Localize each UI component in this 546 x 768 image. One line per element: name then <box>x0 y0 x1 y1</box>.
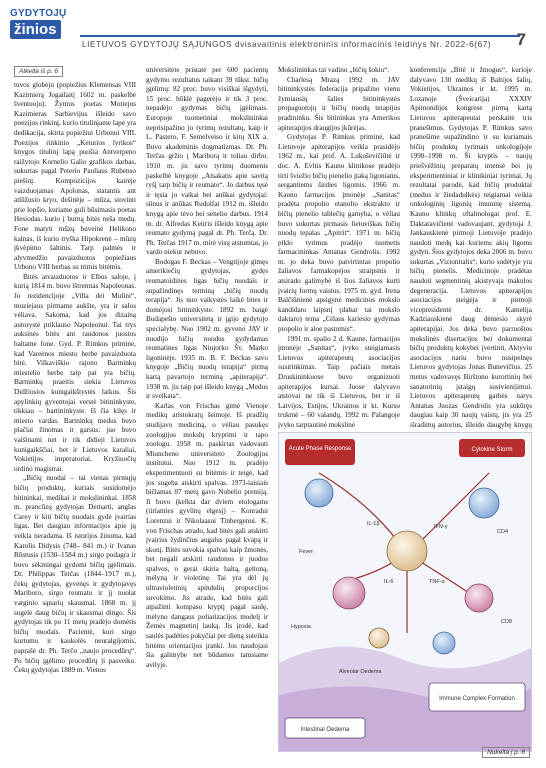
t-cell <box>469 488 499 518</box>
illustration-svg <box>279 433 531 751</box>
column-4-text <box>410 66 532 440</box>
paragraph: 1991 m. spalio 2 d. Kaune, farmacijos įmonėje „Sanitas“, įvyko steigiamasis Lietuvos apiterapeutų asociacijos susirinkimas. Taip pačiais metais Druskininkuose buvo organizuoti apiterapijos kursai. Juose dalyvavo atstovai ne tik iš Lietuvos, bet ir iš Latvijos, Estijos, Ukrainos ir kt. Kurso trukmė – 60 valandų. 1992 m. Palangoje įvyko tarptautinė mokslinė <box>278 334 400 429</box>
label-cytokine-storm: Cytokine Storm <box>471 447 513 453</box>
header-rule <box>80 35 520 37</box>
label-fever: Fever <box>299 549 314 555</box>
header-tagline: LIETUVOS GYDYTOJŲ SĄJUNGOS dvisavaitinis elektroninis informacinis leidinys Nr. 2022-6(67) <box>82 40 492 49</box>
label-hypoxia: Hypoxia <box>291 624 311 630</box>
paragraph: Mokslininkas tai vadino „bičių šokiu“. <box>278 66 390 74</box>
label-ifng: IFN-γ <box>434 524 448 530</box>
label-cd8: CD8 <box>501 619 513 625</box>
continued-to-tag: Nukelta į p. 8 <box>482 747 530 758</box>
acute-phase-box <box>285 439 355 465</box>
column-3-text <box>278 66 400 431</box>
central-cell <box>387 531 427 571</box>
logo-top-text: GYDYTOJŲ <box>10 8 67 19</box>
paragraph: konferencija „Bitė ir žmogus“, kurioje dalyvavo 130 medikų iš Baltijos šalių, Vokietijos, Ukrainos ir kt. 1995 m. Lozanoje (Šveicarija) XXXIV Apimondijos kongrese pirmą kartą Lietuvos apiterapeutai perskaitė tris pranešimus. Gydytojas P. Rimkus savo pranešime supažindino ir su kuriamais bičių produktų tyrimais onkologijoje 1990–1998 m. Ši kryptis – naujų priešvėžinių preparatų intensė bei jų eksperimentiniai ir klinikiniai tyrimai. Jų rezultatai parodė, kad bičių produktai (medus ir žiedadulkės) teigiamai veikia onkologinių ligonių imuninę sistemą. Kauno klinikų oftalmologai prof. E. Daktaravičienė vadovaujant, gydytoja J. Jankauskienė pirmoji Lietuvoje pradėjo naudoti medų kai kuriems akių ligoms gydyti. Šios gydytojos deka 2006 m. buvo sukurtas „Vizionitalis“, kurio sudėtyje yra bičių pienelis. Medicinoje pradėtas naudoti segmentinių akistyvaja makulos degeneracija. Lietuvos apiterapijos asociacijos steigėja ir pirmoji vicepresidentė dr. Kamelija Kadziauskienė daug dėmesio skyrė apiterapijai. Jos deka buvo parruoštos mokslinės disertacijos bei dokumentai bičių produktų kokybei įvertinti. Aktyviu asociacijos nariu buvo nusipelnęs Lietuvos gydytojas Jonas Bunevičius. 25 metus vadovavęs Birštono kurortinių bei sanatorinių įstaigų susivienijimui. Lietuvos apiterapeutų garbės narys Antanas Juozas Gendrolis yra sukūręs daugiau kaip 30 naujų vaistų, jis yra 25 išradimų autorius, išleido daugybę knygų <box>410 66 532 429</box>
neutrophil-cell <box>305 479 333 507</box>
paragraph: Charlesą Mrazą 1992 m. JAV bitininkystės federacija pripažino vienu žymiausių šalies bitininkystės propaguotojų ir bičių nuodų terapijos pradininku. Šis bitininkas yra Amerikos apiterapijos draugijos įkūrėjas. <box>278 75 400 132</box>
label-il6: IL-6 <box>384 579 394 585</box>
label-immune-complex: Immune Complex Formation <box>439 696 515 702</box>
column-2-text <box>146 66 268 670</box>
small-cell-2 <box>433 632 455 654</box>
macrophage-cell <box>333 577 365 609</box>
label-intestinal-oedema: Intestinal Oedema <box>300 727 350 733</box>
label-alveolar-oedema: Alveolar Oedema <box>339 669 382 675</box>
paragraph: „Bičių nuodai – tai vienas pirmųjų bičių produktų, kuriais susidomėjo bitininkai, medikai ir mokslininkai. 1858 m. prancūzų gydytojas Demarti, anglas Carey ir kiti bičių nuodais gydė įvairias ligas. Bet daugiau informacijos apie jų veikla neradama. Iš istorijos žinoma, kad Karolis Didysis (748– 841 m.) ir Ivanas Rūstusis (1530–1584 m.) sirgo podagra ir buvo sėkmingai gydomi bičių įgėlimais. Dr. Philippas Terčas (1844–1917 m.), čekų gydytojas, gyvenęs ir gydytojavęs Mariboro, sirgo reumatu ir jį nuolat varginio sąnarių skausmai. 1868 m. jį sugėlė daug bičių ir skausmai dingo. Šis gydytojas tik po 11 metų pradėjo domėtis bičių nuodais. Pacientė, kuri sirgo kurtumu ir kaukolės neuralgijomis, paprašė dr. Ph. Terčo „naujo procedūrų“. Po bičių įgėlimo procedūrų ji pasveiko. Čekų gydytojas 1889 m. Vienos <box>14 474 136 675</box>
page-header <box>0 0 546 56</box>
label-il1b: IL-1β <box>367 521 380 527</box>
column-2 <box>146 66 268 756</box>
label-cd4: CD4 <box>497 529 509 535</box>
page-number: 7 <box>516 30 526 49</box>
paragraph: tuvos globėju (popiežius Klemensas VIII Kazimierą Jogailaitį 1602 m. paskelbė šventuoju). Žymus poetas Motiejus Kazimieras Sarbievijus išleido savo poezijos rinkinį, kurio titulinįame lape yra dedikacija, skirta popiežiui Urbonui VIII. Poezijos rinkinio „Keturios lyrikos“ knygos titulinį lapą puošia Antverpeno raižytojo Kornelio Galio grafikos darbas, sukurtas pagal Peterio Pauliaus Rubenso piešinį. Kompozicijos kairėje vaizduojamas Apolonas, statantis ant atlūžusio kryo, dešinėje – mūza, stovinti prie lopšio, kuriame guli būsimasis poetas Hesiodas, kurio į burną bitės neša medų. Fone matyti mūzų buveinė Helikono kalnas, iš kurio tryška Hipokrenė – mūzų įkvėpimo šaltinis. Tarp palmės ir alyvmedžio pavaizduotos popiežiaus Urbono VIII herbas su trimis bitėmis. <box>14 81 136 272</box>
paragraph: universitete pristatė per 600 pacientų gydymo rezultatus taikant 39 tūkst. bičių įgėlimų: 82 proc. buvo visiškai išgydyti, 15 proc. būklė pagerėjo ir tik 3 proc. nepadėjo gydymas bičių įgėlimais. Europoje tuometiniai mokslininkai neprisipažino jo tyrimų rezultatų, kaip ir L. Pastero, F. Semelveiso ir kitų XIX a. Buvo akademinis dogmatizmas. Dr. Ph. Terčas gržio į Mariborą ir toliau dirbo. 1910 m. jis savo tyrimų duomenis paskelbė knygoje „Atsakatis apie savitą ryšį tarp bičių ir reumato“. Jo darbus tęsė ir tęsia jo vaikai bei anūkai gydytojai: sūnus ir anūkas Rudolfai 1912 m. išleido knygą apie tėvo bei senelio darbus. 1914 m. dr. Alfredas Keitris išleido knygą apie reumato gydymą pagal dr. Ph. Terčą. Dr. Ph. Terčas 1917 m. mirė visų atstumtas, jo vardo niekur nebuvo. <box>146 66 268 257</box>
immune-response-illustration <box>278 432 532 752</box>
label-acute-phase: Acute Phase Response <box>288 446 352 452</box>
paragraph: Bitės atvaizduotos ir Elbos saloje, į kurią 1814 m. buvo ištremtas Napoleonas. Jo rezidencijoje „Villa dei Mulini“, muziejaus pirmame aukšte, yra ir salos vėliava. Sakoma, kad jos dizainą autorystė priklauso Napoleonui. Tai trys auksinės bitės ant raudonos juostos baltame fone. Gyd. P. Rimkus primine, kad Vareėnos miesto herbe pavaizduota bitė. Vilkaviškio rajono Bartninkų miestelio herbe taip pat yra bičių. Bartninkų praeitis siekia Lietuvos Didžiosios kunigaikštystės laikus. Šis apylinkių gyventojai verstė bitininkyste, tikkiau – bartininkyste. Iš čia kilęs ir miesto vardas. Bartninkų medus buvo plačiai žinomas ir garsus: juo buvo vaišinami net ir tik didieji Lietuvos kunigaikščiai, bet ir Lietuvos karaliai, Vokietijos imperatoriai, Kryžiuočių ordino magistrai. <box>14 272 136 473</box>
b-cell <box>465 584 493 612</box>
label-tnf: TNF-α <box>429 579 445 585</box>
paragraph: Bodogas F. Beckas – Vengrijoje gimęs amerikiečių gydytojas, gydęs reumatoidines ligas bičių nuodais ir supažindinęs terminą „bičių nuodų terapija“. Jis nuo vaikystės laikė bites ir domėjosi bitininkyste. 1892 m. baigė Budapešto universitetą ir įgijo gydytojo specialybę. Nuo 1902 m. gyveno JAV ir nuodijo bičių nuodus gydydamas reumatines ligas Niujorko Šv. Marko ligoninėje. 1935 m. B. F. Beckas savo knygoje „Bičių nuodų terapija“ pirmą kartą pavartojo terminą „apiterapija“. 1938 m. jis taip pat išleido knygą „Medus ir sveikata“. <box>146 257 268 401</box>
column-1 <box>14 66 136 756</box>
column-1-text <box>14 81 136 676</box>
paragraph: Gydytojas P. Rimkus priminė, kad Lietuvoje apiterapijos veikla prasidėjo 1962 m., kai prof. A. Lukoševičiūtė ir doc. A. Evltis Kauno klinikose pradėjo tirti šviežio bičių pienelio įtaką ligoniams, sergantiems širdies ligomis. 1966 m. Kauno farmacijos įmonėje „Sanitas“ pradėta propolio etanolio ekstrakto ir bičių pienelio tablečių gamyba, o vėliau buvo sukurtas pirmasis lietuviškas bičių nuodų tepalas „Apitrit“. 1971 m. bičių piklo tyrimus pradėjo tuometis farmacininkas Antanas Gendrolis. 1992 m. jo deka buvo patvirtintas propolio žaliavos farmakopėjos straipsnis ir atsirado galimybė iš šios žaliavos kurti įvairių formų vaistus. 1975 m. gyd. Irena Balčiūnienė apsigynė medicinos mokslo kandidato laipsnį (dabar tai mokslo daktaro) tema „Gilaus kariesio gydymas propolio ir aloe pastomis“. <box>278 133 400 334</box>
publication-logo <box>10 8 78 42</box>
column-3 <box>278 66 400 429</box>
paragraph: Karlas von Frischas gimė Vienoje medikų aristokratų šeimoje. Iš pradžių studijavo mediciną, o vėliau pasukęs zoologijos mokslų kryptimi ir tapo zoologu. 1958 m. paskirtas vadovauti Miuncheno universiteto Zoologijos institutui. Nuo 1912 m. pradėjo eksperimentuoti su bitėmis ir teigė, kad jos sugeba atskirti spalvas. 1973-iaisiais bičiamas 87 metų gavo Nobelio premiją. Ji buvo (kelkta dar dviem etologams (tirianties gyvūnų elgesį) – Konradui Lorenzui ir Nikolaasui Tinbergenui. K. von Frischas atrado, kad bitės gali atskirti įvairius žydinčius augalus pagal kvapą ir skonį. Bitės suvokia spalvas kaip žmonės, bet negali atskirti raudonos ir juodos spalvos, o gerai skiria baltą, geltoną, mėlyną ir violetinę. Tai yra dėl jų ultravioletinių spindulių proporcijos suvokimo. Jis atrado, kad bitės gali atpažinti kompaso kryptį pagal saulę, mėlyno dangaus poliarizacijos modelį ir Žemės magnetinį lauką. Jis įrodė, kad saulės padėties pokyčiai per dieną suteikia bitėms orientacijos įranki. Jos naudojasi šia galimybe net būdamos tamsiame avilyje. <box>146 401 268 669</box>
logo-main-text: žinios <box>10 20 61 39</box>
continued-from-tag: Atkelta iš p. 6 <box>14 66 63 77</box>
small-cell-1 <box>369 628 389 648</box>
